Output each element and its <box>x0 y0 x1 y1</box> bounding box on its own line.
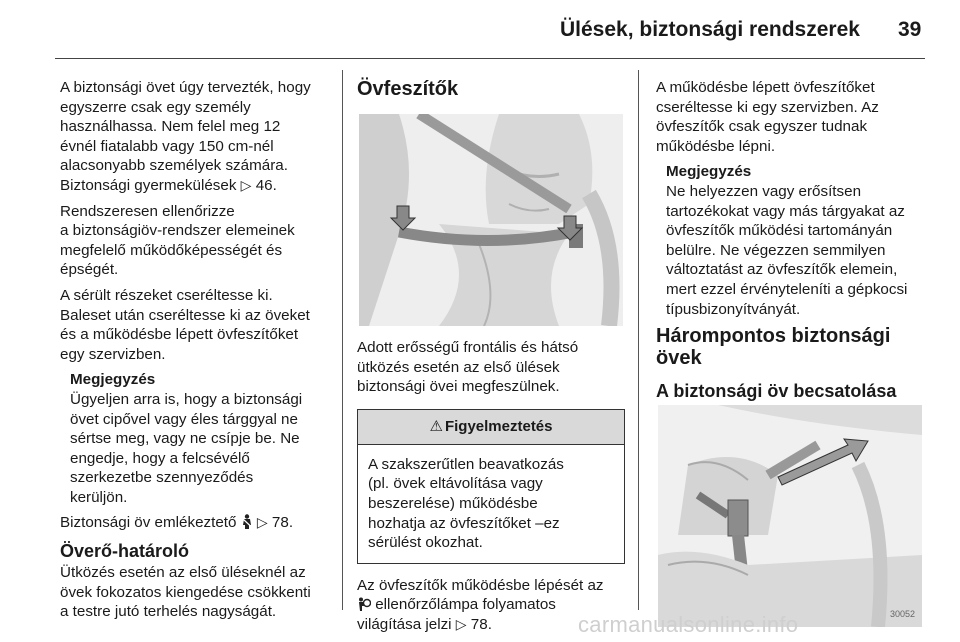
triangle-right-icon: ▷ <box>256 514 268 531</box>
triangle-right-icon: ▷ <box>240 176 252 193</box>
seatbelt-person-icon <box>241 514 253 529</box>
section-heading-three-point-belts: Hárompontos biztonsági övek <box>656 325 891 370</box>
paragraph-activation: Az övfeszítők működésbe lépését az ellenőrzőlámpa folyamatos világítása jelzi ▷ 78. <box>357 576 604 633</box>
column-1 <box>60 78 330 628</box>
warning-text: A szakszerűtlen beavatkozás (pl. övek eltávolítása vagy beszerelése) működésbe hozhatja az övfeszítőket –ez sérülést okozhat. <box>368 455 564 552</box>
note-text: Ügyeljen arra is, hogy a biztonsági övet cipővel vagy éles tárggyal ne sértse meg, vagy ne csípje be. Ne engedje, hogy a felcsévélő szerkezetbe szennyeződés kerüljön. <box>70 390 303 506</box>
column-divider-2 <box>638 70 639 610</box>
page-header-title: Ülések, biztonsági rendszerek <box>560 18 860 41</box>
column-divider-1 <box>342 70 343 610</box>
paragraph-pretensioner-replace: A működésbe lépett övfeszítőket cseréltesse ki egy szervizben. Az övfeszítők csak egyszer tudnak működésbe lépni. <box>656 79 879 155</box>
note-block <box>656 162 926 319</box>
note-block <box>60 370 330 507</box>
section-heading-pretensioners: Övfeszítők <box>357 78 459 100</box>
note-text: Ne helyezzen vagy erősítsen tartozékokat vagy más tárgyakat az övfeszítők működési tartományán belülre. Ne végezzen semmilyen változtatást az övfeszítők elemein, mert ezzel érvényteleníti a gépkocsi típusbizonyítványát. <box>666 182 908 318</box>
paragraph-pretensioner-caption: Adott erősségű frontális és hátsó ütközés esetén az első ülések biztonsági övei megfeszülnek. <box>357 339 579 396</box>
warning-header <box>358 410 624 445</box>
page-number: 39 <box>898 18 922 41</box>
xref-page: 78. <box>470 615 492 633</box>
warning-triangle-icon: ⚠ <box>429 417 443 435</box>
column-3 <box>656 78 926 627</box>
paragraph-reminder: Biztonsági öv emlékeztető ▷ 78. <box>60 514 294 532</box>
paragraph-inspection: Rendszeresen ellenőrizze a biztonságiöv-rendszer elemeinek megfelelő működőképességét és épségét. <box>60 202 295 279</box>
paragraph-load-limiter: Ütközés esetén az első üléseknél az övek fokozatos kiengedése csökkenti a testre jutó terhelés nagyságát. <box>60 564 311 621</box>
note-title: Megjegyzés <box>666 163 752 181</box>
belt-fastening-illustration <box>658 405 922 627</box>
airbag-icon <box>357 597 371 611</box>
subheading-fastening: A biztonsági öv becsatolása <box>656 381 897 402</box>
pretensioner-illustration <box>359 114 623 326</box>
xref-page: 46. <box>255 176 277 194</box>
warning-box <box>357 409 625 564</box>
header-divider <box>55 58 925 59</box>
column-2 <box>357 78 627 641</box>
image-code: 30052 <box>890 609 916 620</box>
warning-title: Figyelmeztetés <box>444 417 553 435</box>
watermark: carmanualsonline.info <box>578 612 799 637</box>
paragraph-replacement: A sérült részeket cseréltesse ki. Baleset után cseréltesse ki az öveket és a működésbe lépett övfeszítőket egy szervizben. <box>60 286 310 363</box>
paragraph-usage: A biztonsági övet úgy tervezték, hogy egyszerre csak egy személy használhassa. Nem felel meg 12 évnél fiatalabb vagy 150 cm-nél alacsonyabb személyek számára. Biztonsági gyermekülések ▷ 46. <box>60 79 311 194</box>
xref-page: 78. <box>271 514 294 532</box>
section-heading-load-limiter: Överő-határoló <box>60 541 190 562</box>
triangle-right-icon: ▷ <box>455 615 467 632</box>
note-title: Megjegyzés <box>70 371 156 389</box>
